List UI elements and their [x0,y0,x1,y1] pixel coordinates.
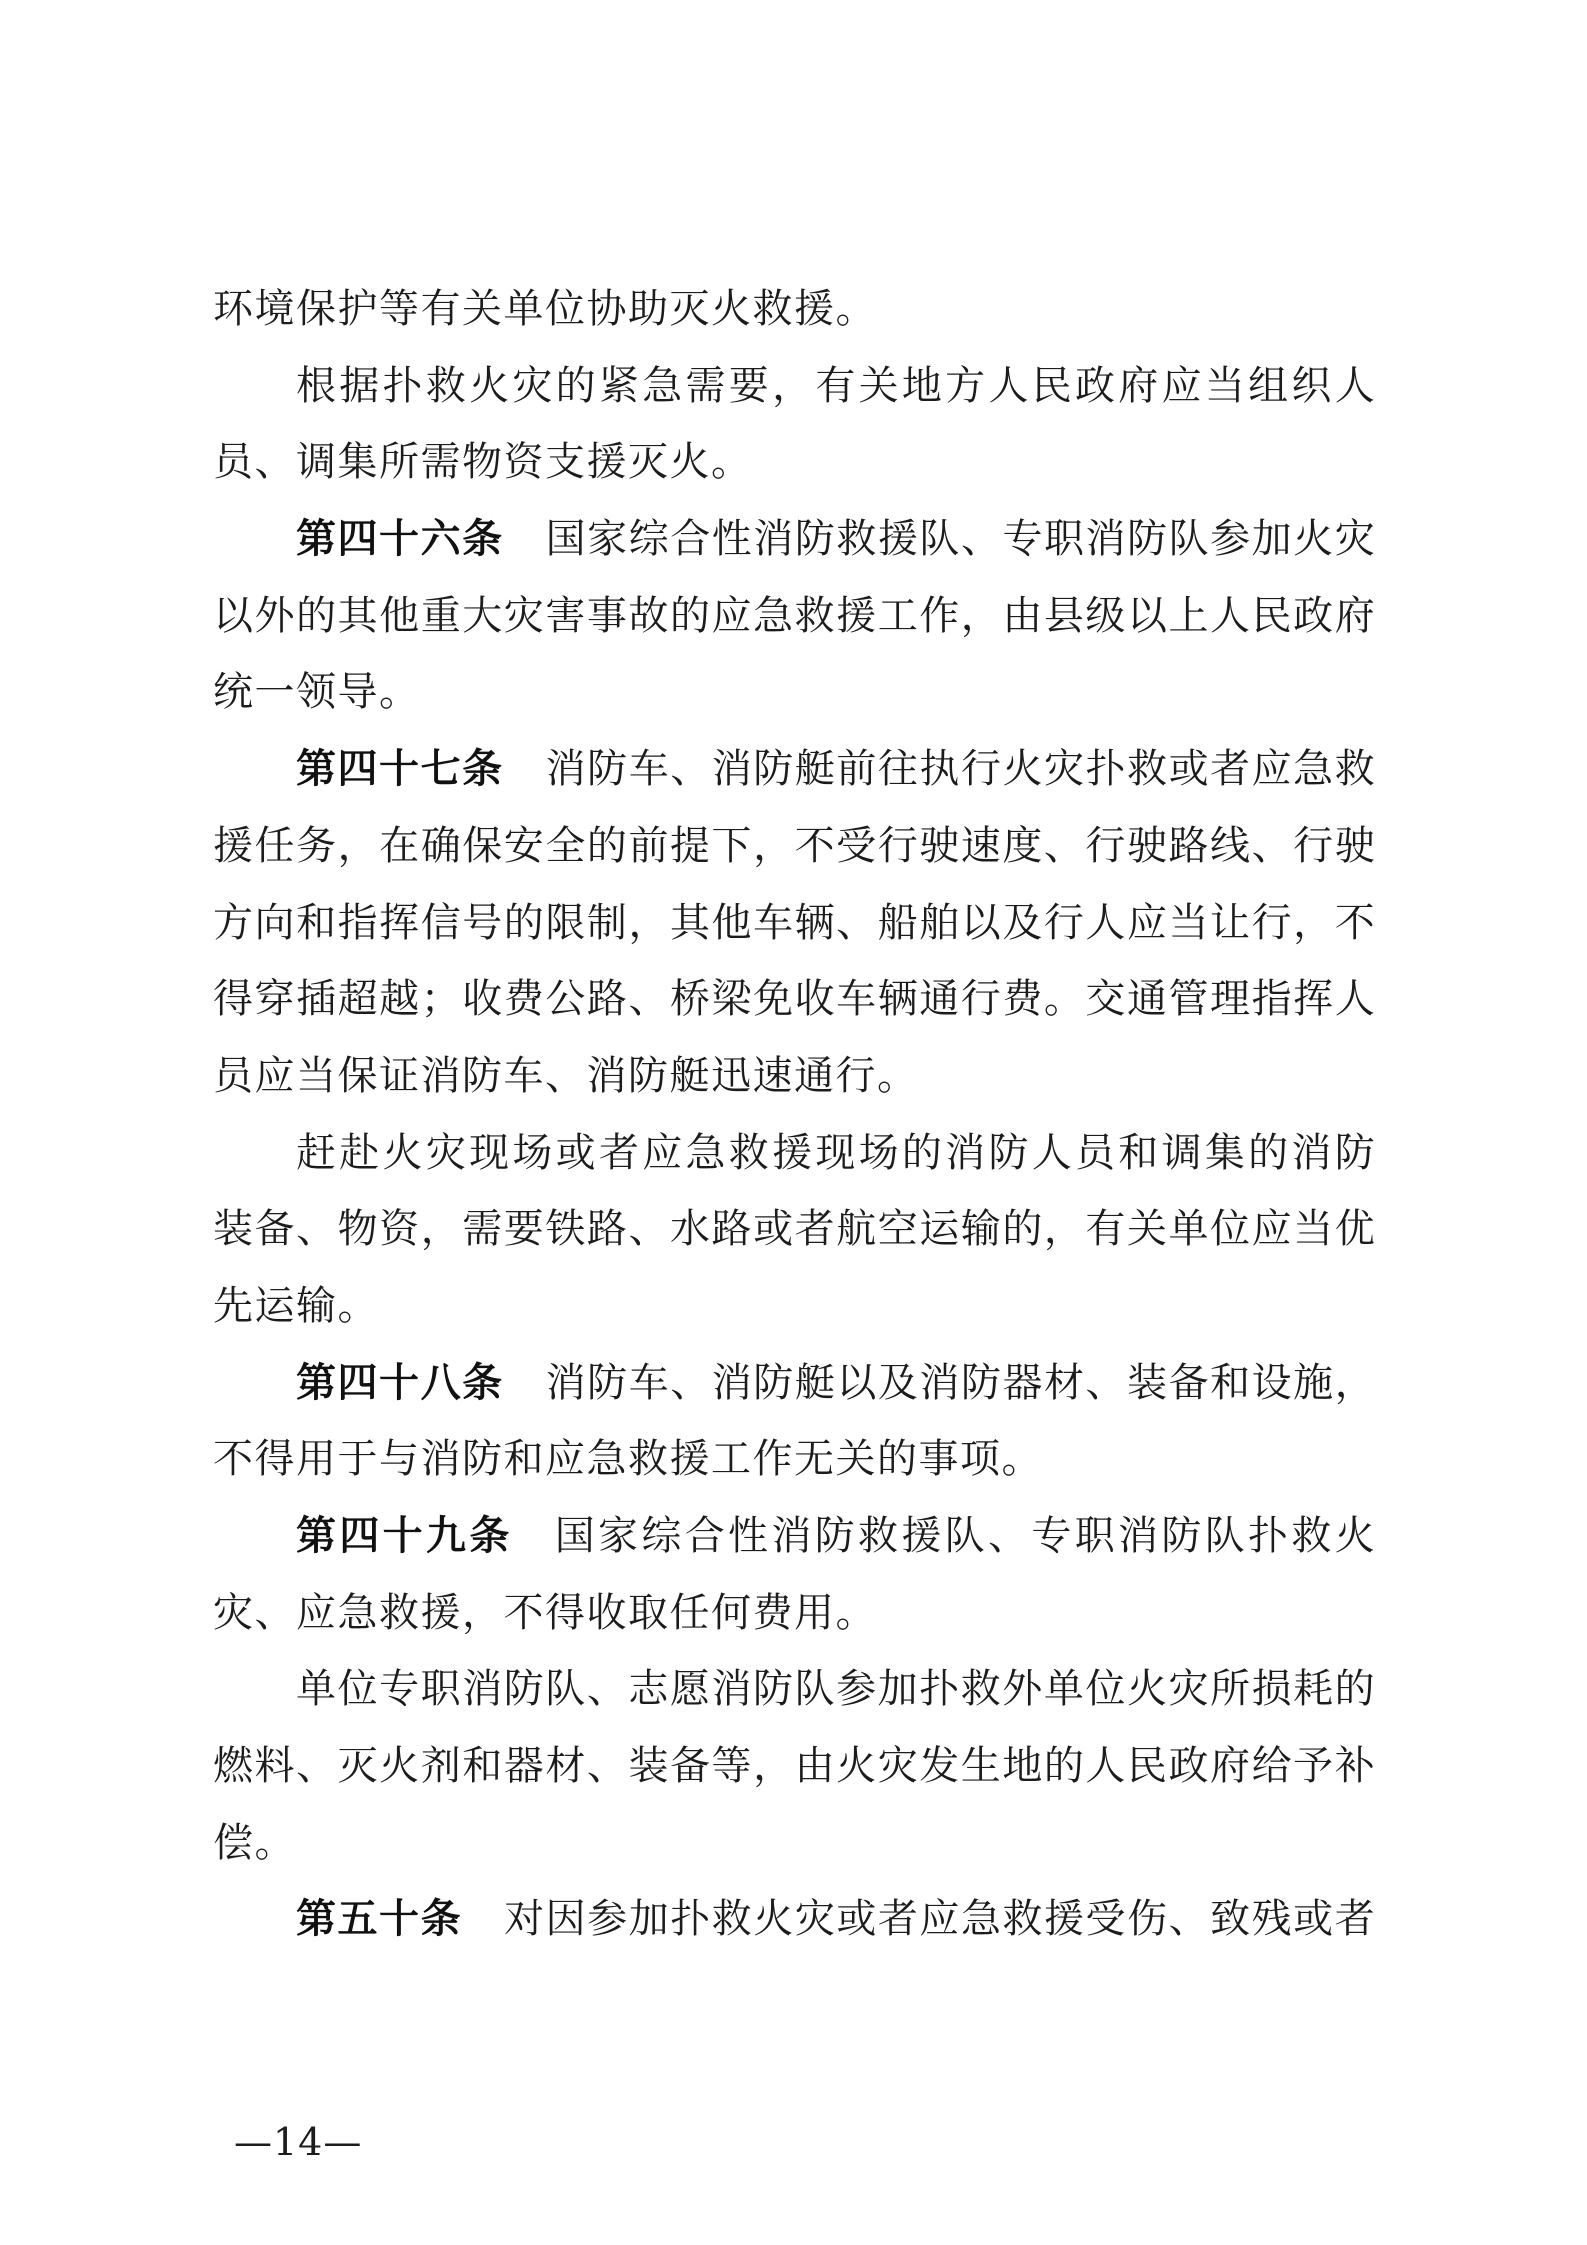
text-line: 燃料、灭火剂和器材、装备等，由火灾发生地的人民政府给予补 [213,1743,1375,1790]
text-line: 得穿插超越；收费公路、桥梁免收车辆通行费。交通管理指挥人 [213,976,1375,1023]
article-text: 国家综合性消防救援队、专职消防队参加火灾 [545,516,1375,563]
text-line: 援任务，在确保安全的前提下，不受行驶速度、行驶路线、行驶 [213,822,1375,869]
article-paragraph [213,1498,1375,1651]
text-line: 偿。 [213,1819,296,1866]
text-line: 统一领导。 [213,669,421,716]
text-line [213,501,1375,578]
article-heading: 第四十八条 [296,1359,504,1406]
paragraph [213,348,1375,501]
article-paragraph [213,1881,1375,1958]
text-line: 环境保护等有关单位协助灭火救援。 [213,286,877,332]
article-text: 消防车、消防艇前往执行火灾扑救或者应急救 [545,746,1375,793]
article-text: 国家综合性消防救援队、专职消防队扑救火 [554,1513,1375,1559]
text-line [213,1498,1375,1575]
article-heading: 第四十六条 [296,516,504,563]
article-paragraph [213,1345,1375,1498]
paragraph [213,1115,1375,1345]
text-line [213,1345,1375,1422]
body-text [213,271,1375,1958]
text-line: 装备、物资，需要铁路、水路或者航空运输的，有关单位应当优 [213,1206,1375,1253]
text-line: 方向和指挥信号的限制，其他车辆、船舶以及行人应当让行，不 [213,899,1375,946]
text-line [213,1881,1375,1958]
page-number: —14— [234,2120,363,2164]
article-heading: 第五十条 [296,1896,463,1943]
text-line: 员、调集所需物资支援灭火。 [213,439,753,486]
text-line: 灾、应急救援，不得收取任何费用。 [213,1589,877,1636]
text-line: 员应当保证消防车、消防艇迅速通行。 [213,1052,919,1099]
text-line: 以外的其他重大灾害事故的应急救援工作，由县级以上人民政府 [213,592,1375,639]
text-line: 先运输。 [213,1282,379,1329]
paragraph [213,1651,1375,1881]
text-line [213,731,1375,808]
text-line: 不得用于与消防和应急救援工作无关的事项。 [213,1436,1043,1483]
article-paragraph [213,501,1375,731]
article-heading: 第四十七条 [296,746,504,793]
paragraph [213,271,1375,348]
text-line: 赶赴火灾现场或者应急救援现场的消防人员和调集的消防 [296,1129,1375,1176]
text-line: 根据扑救火灾的紧急需要，有关地方人民政府应当组织人 [296,362,1375,409]
article-paragraph [213,731,1375,1114]
article-text: 消防车、消防艇以及消防器材、装备和设施， [545,1359,1375,1406]
article-heading: 第四十九条 [296,1513,513,1559]
text-line: 单位专职消防队、志愿消防队参加扑救外单位火灾所损耗的 [296,1666,1375,1713]
article-text: 对因参加扑救火灾或者应急救援受伤、致残或者 [504,1896,1375,1943]
